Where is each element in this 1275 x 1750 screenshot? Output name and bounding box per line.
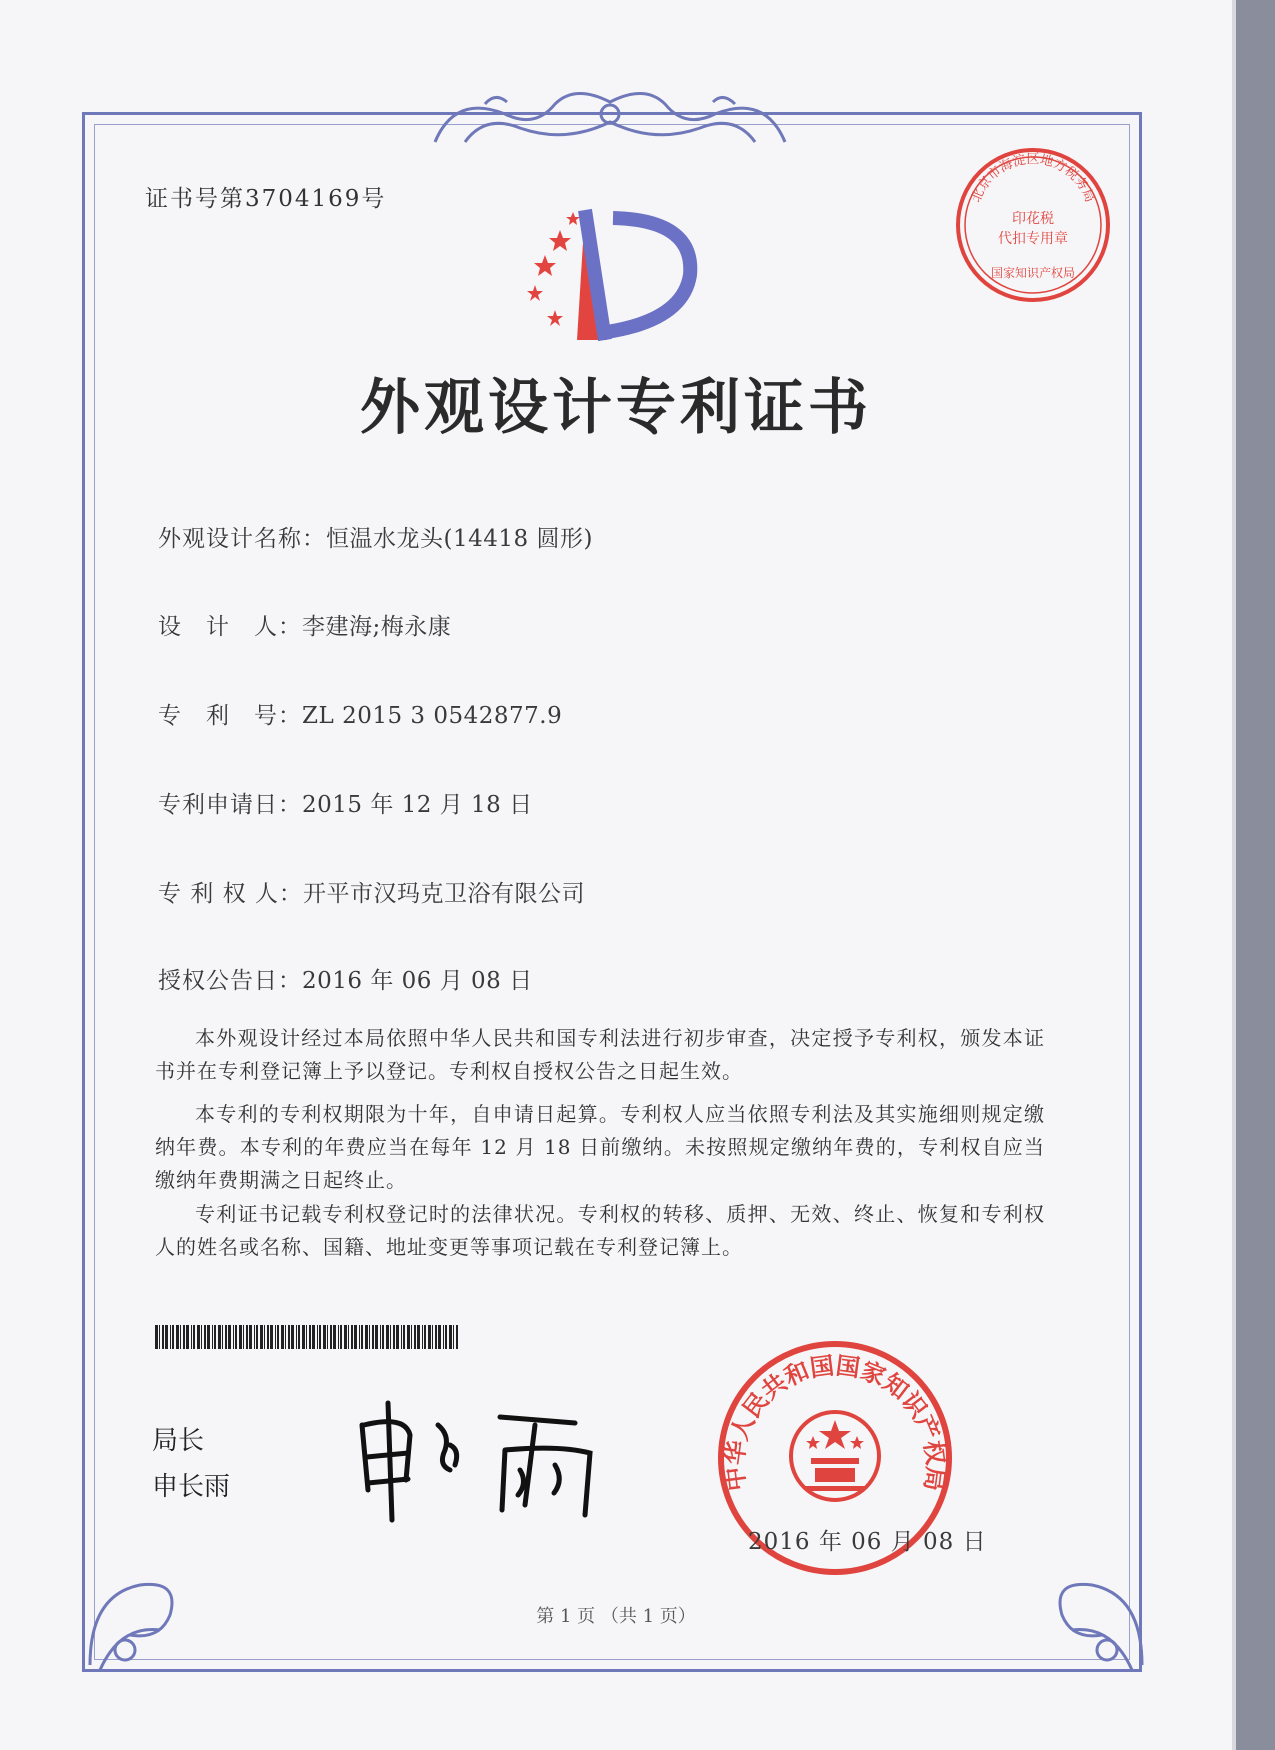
barcode-bar (453, 1325, 454, 1349)
official-seal-date: 2016 年 06 月 08 日 (748, 1529, 987, 1555)
barcode-bar (340, 1325, 342, 1349)
barcode-bar (424, 1325, 426, 1349)
barcode-bar (438, 1325, 441, 1349)
patentee-field (158, 875, 585, 908)
tax-seal-line2: 代扣专用章 (998, 231, 1068, 247)
barcode-bar (354, 1325, 357, 1349)
designers-value: 李建海;梅永康 (302, 614, 452, 640)
body-paragraph: 本专利的专利权期限为十年，自申请日起算。专利权人应当依照专利法及其实施细则规定缴纳年费。本专利的年费应当在每年 12 月 18 日前缴纳。未按照规定缴纳年费的，专利权自应当缴纳年费期满之日起终止。 (155, 1102, 1045, 1192)
design-name-label: 外观设计名称： (158, 526, 326, 552)
barcode-bar (296, 1325, 297, 1349)
certificate-number: 证书号第3704169号 (145, 186, 387, 212)
barcode-bar (435, 1325, 437, 1349)
barcode-bar (233, 1325, 234, 1349)
certificate-title: 外观设计专利证书 (360, 373, 872, 443)
svg-text:北京市海淀区地方税务局 (969, 152, 1097, 205)
barcode-bar (403, 1325, 405, 1349)
page-number: 第 1 页 （共 1 页） (536, 1606, 696, 1627)
barcode-bar (407, 1325, 410, 1349)
barcode-bar (302, 1325, 305, 1349)
barcode-bar (449, 1325, 452, 1349)
filing-date-field (158, 786, 533, 819)
barcode-bar (285, 1325, 286, 1349)
barcode-bar (239, 1325, 242, 1349)
director-name: 申长雨 (152, 1472, 231, 1502)
patentee-label: 专 利 权 人： (158, 881, 303, 907)
official-seal-ring-text: 中华人民共和国国家知识产权局 (720, 1351, 950, 1493)
barcode-bar (260, 1325, 263, 1349)
barcode-bar (323, 1325, 326, 1349)
barcode-bar (165, 1325, 168, 1349)
filing-date-value: 2015 年 12 月 18 日 (302, 792, 533, 818)
barcode-bar (348, 1325, 349, 1349)
barcode-bar (254, 1325, 255, 1349)
barcode-bar (359, 1325, 360, 1349)
director-signature (350, 1395, 620, 1525)
barcode-bar (204, 1325, 206, 1349)
cnipa-logo-icon (515, 200, 705, 350)
tax-seal-line1: 印花税 (1012, 211, 1054, 227)
barcode-bar (193, 1325, 195, 1349)
body-paragraph: 本外观设计经过本局依照中华人民共和国专利法进行初步审查，决定授予专利权，颁发本证书并在专利登记簿上予以登记。专利权自授权公告之日起生效。 (155, 1026, 1045, 1083)
barcode-bar (264, 1325, 265, 1349)
barcode-bar (344, 1325, 347, 1349)
barcode-bar (180, 1325, 181, 1349)
barcode-bar (228, 1325, 231, 1349)
patent-number-label: 专 利 号： (158, 703, 302, 729)
barcode-bar (275, 1325, 276, 1349)
barcode-bar (365, 1325, 368, 1349)
filing-date-label: 专利申请日： (158, 792, 302, 818)
barcode-bar (197, 1325, 200, 1349)
barcode-bar (170, 1325, 171, 1349)
barcode-bar (382, 1325, 384, 1349)
barcode-bar (414, 1325, 416, 1349)
barcode-bar (176, 1325, 179, 1349)
barcode-bar (225, 1325, 227, 1349)
barcode-bar (288, 1325, 290, 1349)
grant-date-value: 2016 年 06 月 08 日 (302, 968, 533, 994)
barcode-bar (317, 1325, 318, 1349)
page-edge (1232, 0, 1236, 1750)
director-title: 局长 (152, 1426, 205, 1456)
barcode-bar (369, 1325, 370, 1349)
grant-date-field (158, 962, 533, 995)
barcode-bar (375, 1325, 378, 1349)
patentee-value: 开平市汉玛克卫浴有限公司 (302, 881, 585, 907)
barcode-bar (235, 1325, 237, 1349)
barcode-bar (191, 1325, 192, 1349)
barcode-bar (432, 1325, 433, 1349)
barcode-bar (281, 1325, 284, 1349)
barcode-bar (327, 1325, 328, 1349)
barcode-bar (201, 1325, 202, 1349)
barcode-bar (309, 1325, 311, 1349)
barcode-bar (330, 1325, 332, 1349)
barcode-bar (411, 1325, 412, 1349)
barcode-bar (445, 1325, 447, 1349)
barcode-bar (396, 1325, 399, 1349)
barcode-bar (186, 1325, 189, 1349)
barcode-bar (162, 1325, 164, 1349)
stamp-tax-seal-icon (953, 145, 1113, 305)
barcode-bar (183, 1325, 185, 1349)
barcode-bar (312, 1325, 315, 1349)
barcode-bar (267, 1325, 269, 1349)
design-name-field (158, 520, 593, 553)
barcode-bar (172, 1325, 174, 1349)
design-name-value: 恒温水龙头(14418 圆形) (326, 526, 593, 552)
barcode-bar (393, 1325, 395, 1349)
tax-seal-ring-text: 北京市海淀区地方税务局 (968, 152, 1098, 205)
barcode-bar (159, 1325, 160, 1349)
grant-date-label: 授权公告日： (158, 968, 302, 994)
barcode-bar (243, 1325, 244, 1349)
barcode-bar (222, 1325, 223, 1349)
body-paragraph: 专利证书记载专利权登记时的法律状况。专利权的转移、质押、无效、终止、恢复和专利权人的姓名或名称、国籍、地址变更等事项记载在专利登记簿上。 (155, 1202, 1045, 1259)
barcode-bar (291, 1325, 294, 1349)
barcode-bar (212, 1325, 213, 1349)
barcode-bar (246, 1325, 248, 1349)
barcode-bar (256, 1325, 258, 1349)
barcode-bar (298, 1325, 300, 1349)
barcode-bar (207, 1325, 210, 1349)
barcode-bar (270, 1325, 273, 1349)
top-ornament-icon (425, 84, 795, 152)
patent-number-value: ZL 2015 3 0542877.9 (302, 703, 563, 729)
barcode-bar (417, 1325, 420, 1349)
barcode-bar (401, 1325, 402, 1349)
designers-label: 设 计 人： (158, 614, 302, 640)
barcode-bar (443, 1325, 444, 1349)
barcode-bar (422, 1325, 423, 1349)
barcode-bar (155, 1325, 158, 1349)
barcode-bar (380, 1325, 381, 1349)
barcode-bar (372, 1325, 374, 1349)
barcode-bar (456, 1325, 458, 1349)
barcode-bar (319, 1325, 321, 1349)
barcode-bar (428, 1325, 431, 1349)
barcode-bar (386, 1325, 389, 1349)
barcode-bar (277, 1325, 279, 1349)
barcode-bar (218, 1325, 221, 1349)
barcode-bar (214, 1325, 216, 1349)
barcode-bar (390, 1325, 391, 1349)
tax-seal-bottom-text: 国家知识产权局 (990, 266, 1076, 280)
designers-field (158, 608, 451, 641)
barcode-bar (333, 1325, 336, 1349)
barcode-bar (351, 1325, 353, 1349)
barcode (155, 1325, 463, 1349)
barcode-bar (338, 1325, 339, 1349)
barcode-bar (361, 1325, 363, 1349)
barcode-bar (306, 1325, 307, 1349)
patent-number-field (158, 697, 562, 730)
barcode-bar (249, 1325, 252, 1349)
